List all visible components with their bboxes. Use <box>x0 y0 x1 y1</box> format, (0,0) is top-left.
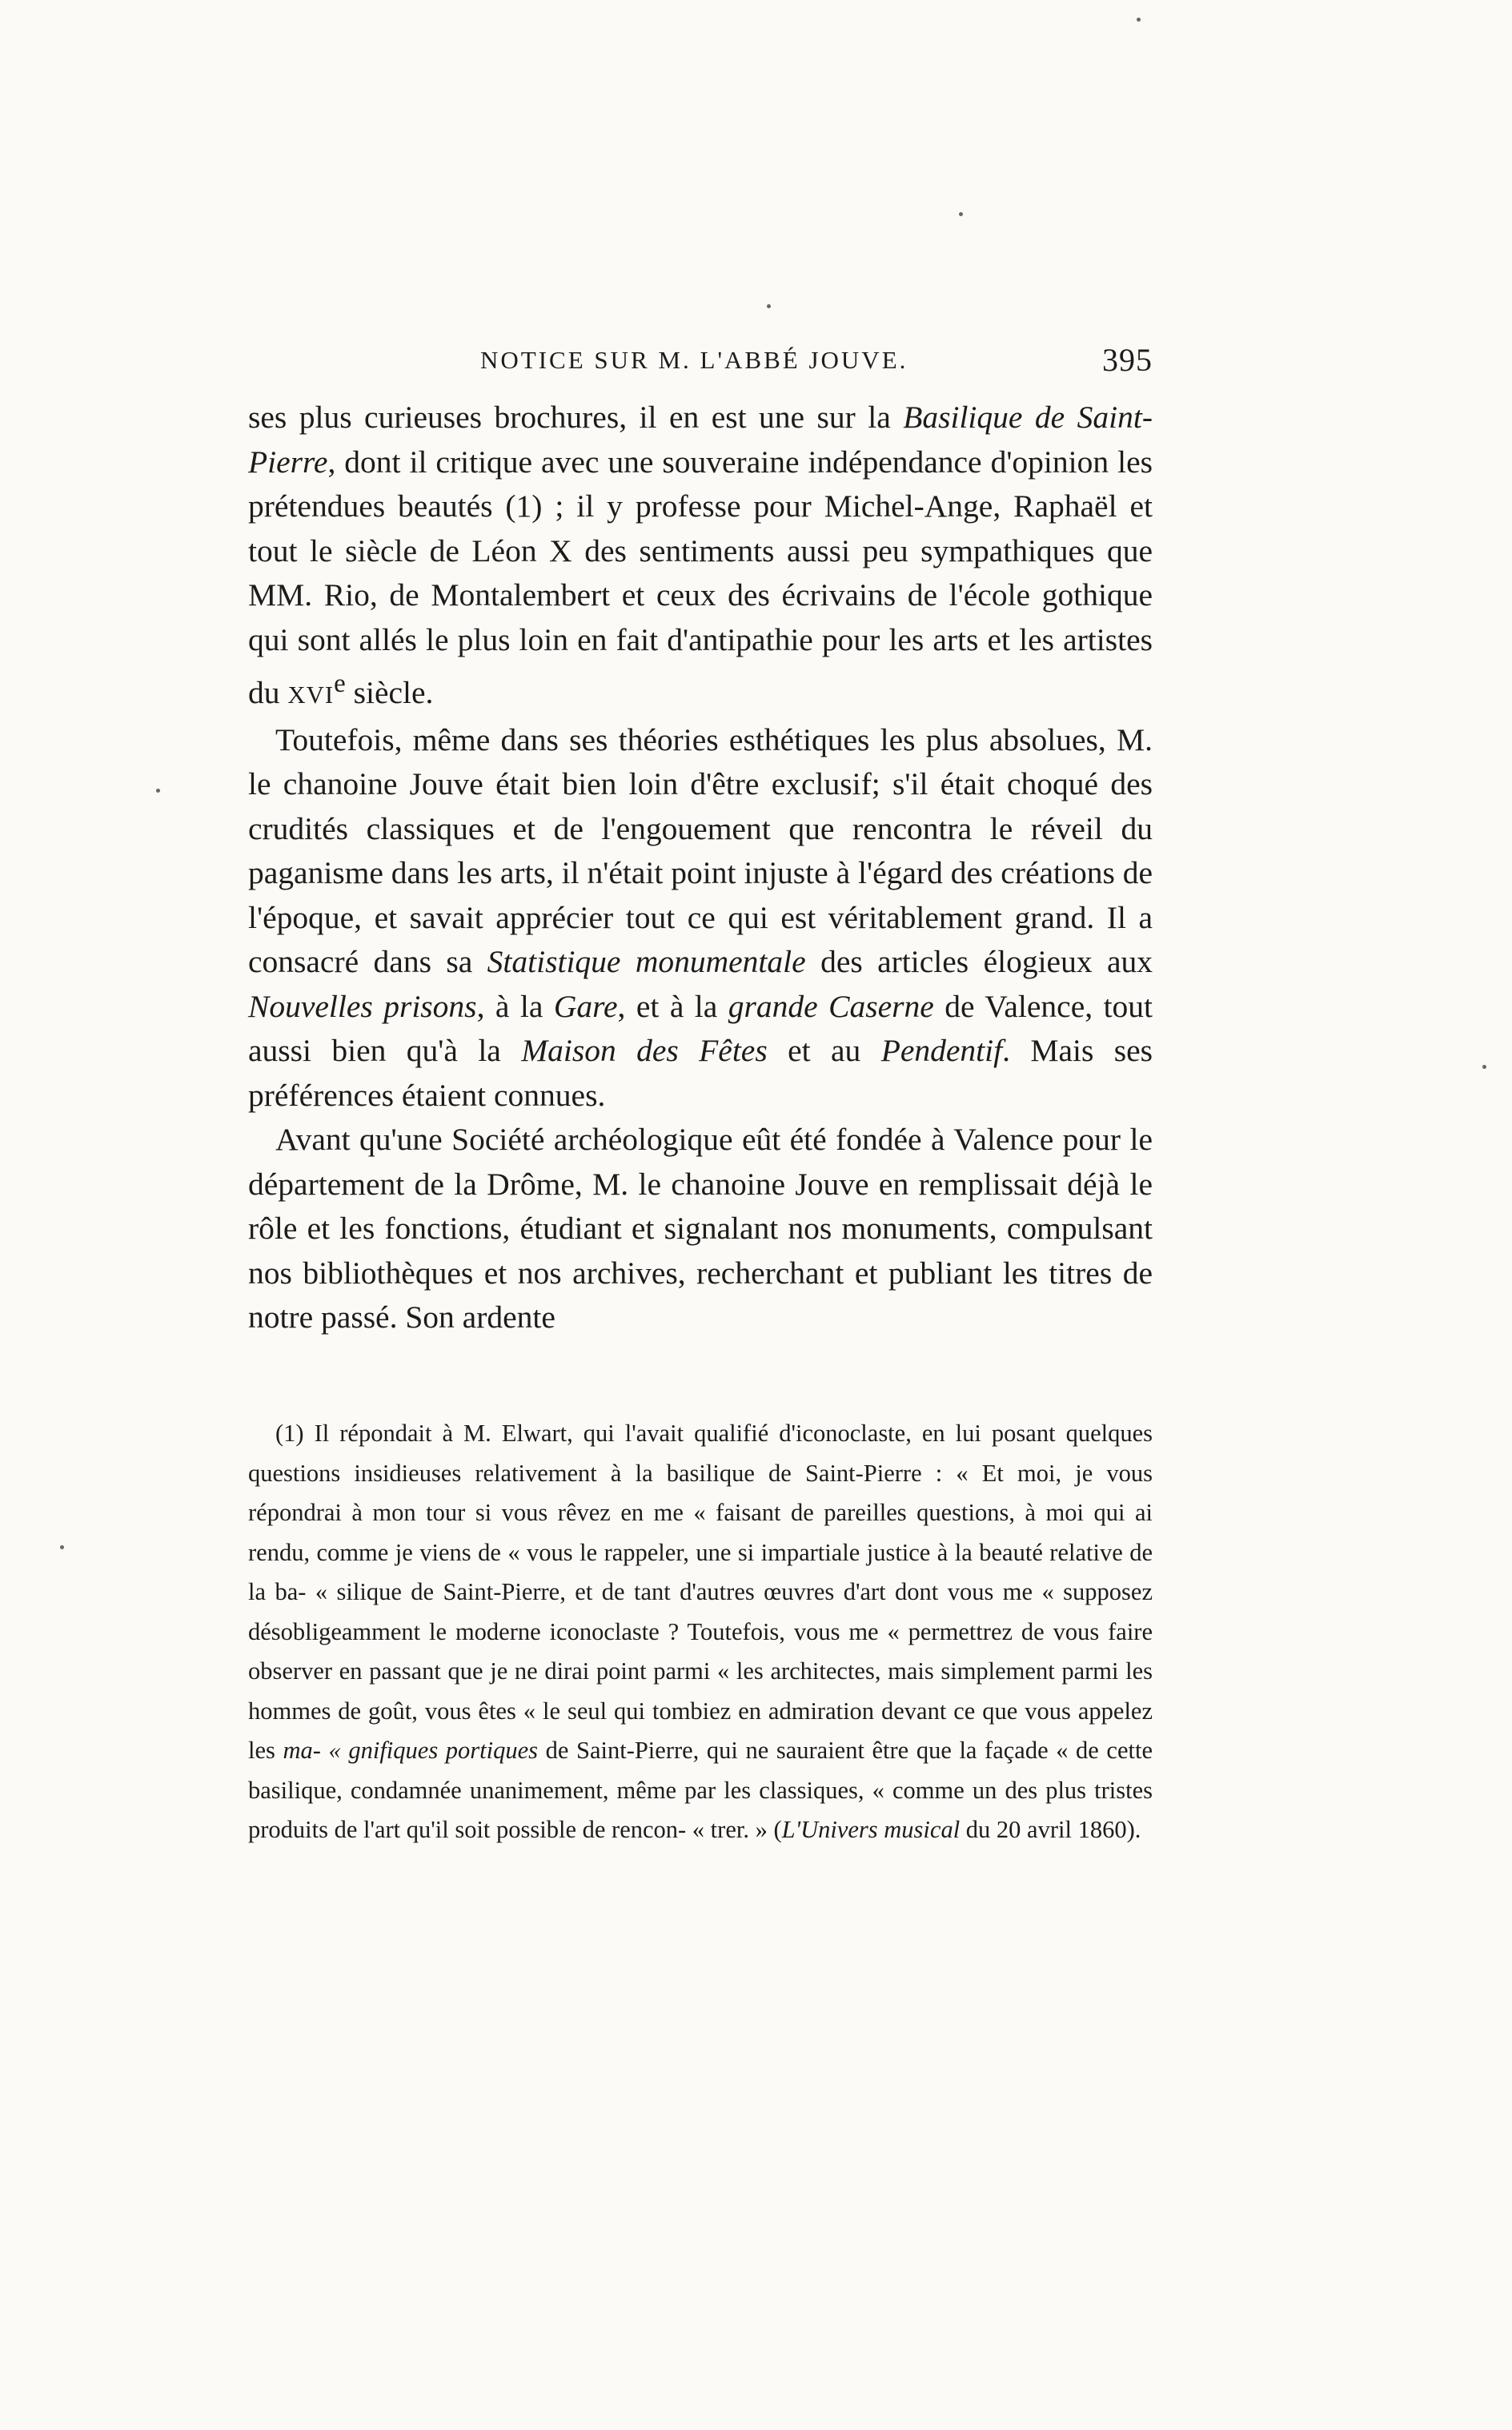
paragraph-2-italic-1: Statistique monumentale <box>487 944 806 980</box>
footnote-text-1: (1) Il répondait à M. Elwart, qui l'avait qualifié d'iconoclaste, en lui posant quelques questions insidieuses relativement à la basilique de Saint-Pierre : « Et moi, je vous répondrai à mon tour si vous rêvez en me « faisant de pareilles questions, à moi qui ai rendu, comme je viens de « vous le rappeler, une si impartiale justice à la beauté relative de la ba- « silique de Saint-Pierre, et de tant d'autres œuvres d'art dont vous me « supposez désobligeamment le moderne iconoclaste ? Toutefois, vous me « permettrez de vous faire observer en passant que je ne dirai point parmi « les architectes, mais simplement parmi les hommes de goût, vous êtes « le seul qui tombiez en admiration devant ce que vous appelez les <box>248 1420 1153 1764</box>
footnote-text-3: du 20 avril 1860). <box>960 1816 1141 1843</box>
paper-speck <box>1482 1065 1486 1069</box>
paragraph-2-italic-6: Pendentif <box>880 1033 1003 1069</box>
footnote-paragraph <box>248 1414 1153 1850</box>
paragraph-1 <box>248 396 1153 718</box>
paragraph-3 <box>248 1118 1153 1340</box>
paper-speck <box>959 212 963 216</box>
paper-speck <box>156 789 160 793</box>
running-head-title: NOTICE SUR M. L'ABBÉ JOUVE. <box>480 346 908 374</box>
paragraph-2-italic-3: Gare <box>553 988 618 1024</box>
body-text <box>248 396 1153 1340</box>
paragraph-2-text-6: et au <box>767 1033 881 1069</box>
paragraph-1-text-2: , dont il critique avec une souveraine indépendance d'opinion les prétendues beautés (1) ; il y professe pour Michel-Ange, Raphaël et tout le siècle de Léon X des sentiments aussi peu sympathiques que MM. Rio, de Montalembert et ceux des écrivains de l'école gothique qui sont allés le plus loin en fait d'antipathie pour les arts et les artistes du <box>248 444 1153 711</box>
paper-speck <box>1137 18 1141 22</box>
paragraph-2-text-2: des articles élogieux aux <box>805 944 1153 980</box>
footnote <box>248 1414 1153 1850</box>
paragraph-2-italic-4: grande Caserne <box>728 988 934 1024</box>
paragraph-2-italic-5: Maison des Fêtes <box>521 1033 768 1069</box>
running-head <box>248 342 1153 394</box>
century-numeral: XVI <box>287 681 335 709</box>
footnote-italic-1: ma- « gnifiques portiques <box>283 1737 539 1764</box>
paragraph-2 <box>248 718 1153 1119</box>
page-number: 395 <box>1102 342 1153 378</box>
paragraph-2-text-5: de Valence, tout aussi bien qu'à la <box>248 988 1153 1069</box>
paragraph-2-text-3: , à la <box>476 988 554 1024</box>
paragraph-2-text-4: , et à la <box>617 988 728 1024</box>
paragraph-1-italic-1: Basilique de Saint-Pierre <box>248 400 1153 480</box>
paragraph-2-italic-2: Nouvelles prisons <box>248 988 477 1024</box>
footnote-text-2: de Saint-Pierre, qui ne sauraient être que la façade « de cette basilique, condamnée unanimement, même par les classiques, « comme un des plus tristes produits de l'art qu'il soit possible de rencon- « trer. » ( <box>248 1737 1153 1843</box>
paragraph-3-text-1: Avant qu'une Société archéologique eût été fondée à Valence pour le département de la Drôme, M. le chanoine Jouve en remplissait déjà le rôle et les fonctions, étudiant et signalant nos monuments, compulsant nos bibliothèques et nos archives, recherchant et publiant les titres de notre passé. Son ardente <box>248 1122 1153 1335</box>
paper-speck <box>767 304 771 308</box>
paragraph-2-text-1: Toutefois, même dans ses théories esthétiques les plus absolues, M. le chanoine Jouve était bien loin d'être exclusif; s'il était choqué des crudités classiques et de l'engouement que rencontra le réveil du paganisme dans les arts, il n'était point injuste à l'égard des créations de l'époque, et savait apprécier tout ce qui est véritablement grand. Il a consacré dans sa <box>248 721 1153 980</box>
footnote-italic-2: L'Univers musical <box>781 1816 961 1843</box>
paragraph-1-text-3: siècle. <box>345 675 434 711</box>
paragraph-1-text-1: ses plus curieuses brochures, il en est une sur la <box>248 400 904 435</box>
century-superscript: e <box>334 669 346 698</box>
paper-speck <box>60 1545 64 1549</box>
paragraph-2-text-7: . Mais ses préférences étaient connues. <box>248 1033 1153 1113</box>
